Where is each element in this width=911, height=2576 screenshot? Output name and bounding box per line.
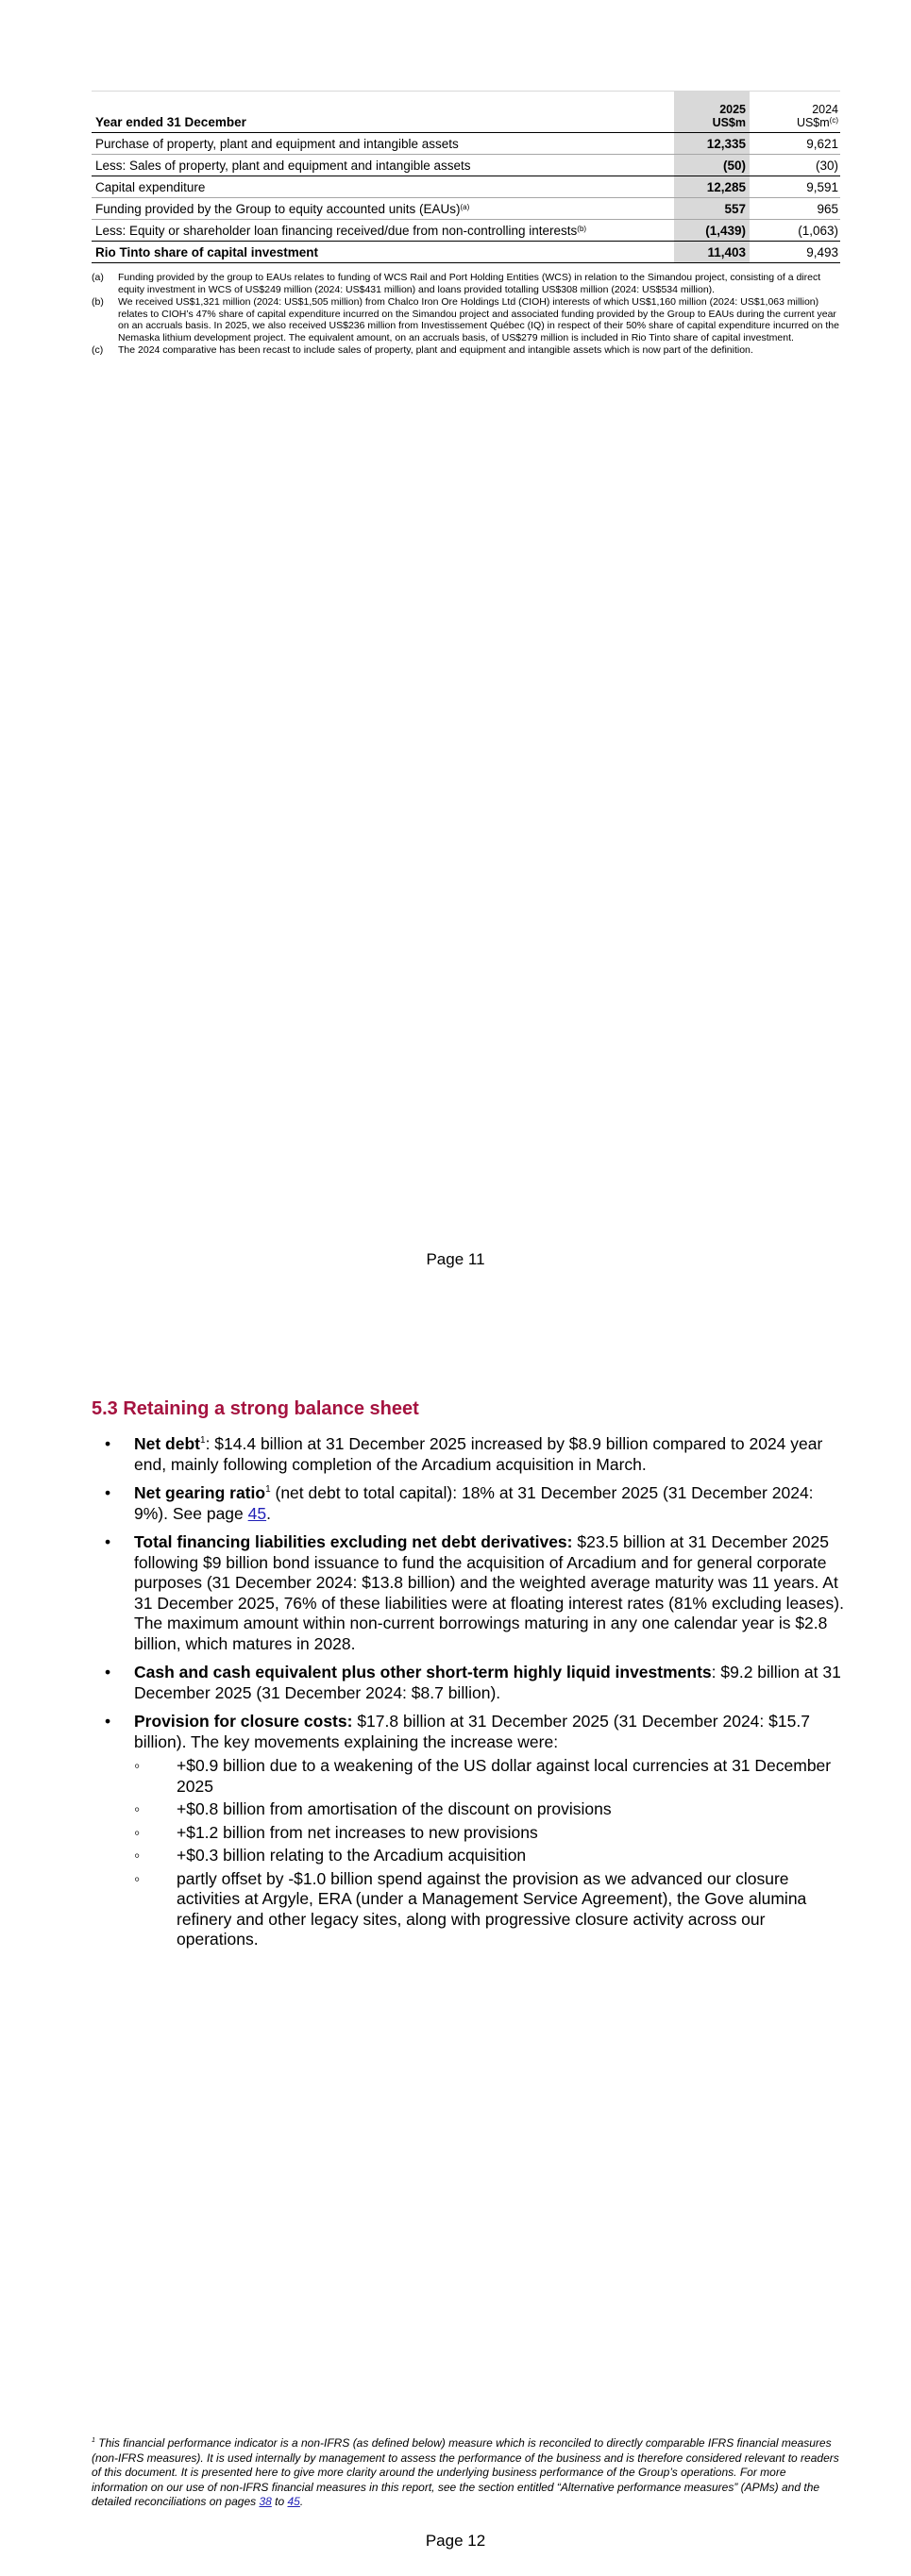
sub-bullet: ◦ +$1.2 billion from net increases to new provisions [134, 1823, 847, 1844]
closure-movements-list [134, 1756, 847, 1950]
value-2024: 9,621 [806, 136, 838, 151]
row-label-text: Funding provided by the Group to equity accounted units (EAUs) [95, 201, 461, 216]
header-2024-year: 2024 [812, 103, 838, 116]
footnote-text: This financial performance indicator is a non-IFRS (as defined below) measure which is reconciled to directly comparable IFRS financial measures (non-IFRS measures). It is used internally by management to assess the performance of the business and is therefore considered relevant to readers of this document. It is presented here to give more clarity around the underlying business performance of the Group’s operations. For more information on our use of non-IFRS financial measures in this report, see the section entitled “Alternative performance measures” (APMs) and the detailed reconciliations on pages [92, 2436, 839, 2508]
non-ifrs-footnote [92, 2436, 842, 2510]
value-2025: (50) [674, 155, 750, 176]
page-number-12: Page 12 [425, 2532, 486, 2550]
footnote-text: The 2024 comparative has been recast to include sales of property, plant and equipment and intangible assets which is now part of the definition. [118, 344, 753, 356]
table-row [92, 220, 840, 242]
value-2024: 9,493 [806, 244, 838, 259]
bullet-text: $17.8 billion at 31 December 2025 (31 December 2024: $15.7 billion). The key movements explaining the increase were: [134, 1712, 810, 1751]
value-2024: 9,591 [806, 179, 838, 194]
row-label-text: Less: Equity or shareholder loan financing received/due from non-controlling interests [95, 223, 578, 238]
page-link-45[interactable]: 45 [287, 2495, 300, 2508]
sub-bullet: ◦ +$0.8 billion from amortisation of the discount on provisions [134, 1799, 847, 1820]
value-2024: 965 [817, 201, 838, 216]
header-2024-unit [753, 116, 838, 129]
footnote [92, 272, 840, 295]
bullet-heading: Net debt [134, 1434, 200, 1453]
value-2025: 12,285 [674, 176, 750, 198]
footnote [92, 344, 840, 357]
value-2024: (1,063) [798, 223, 838, 238]
bullet-text: : $9.2 billion at 31 December 2025 (31 December 2024: $8.7 billion). [134, 1663, 841, 1702]
value-2024: (30) [815, 158, 838, 173]
header-2025-year: 2025 [719, 103, 746, 116]
table-header-label: Year ended 31 December [95, 115, 246, 129]
header-2025-unit: US$m [712, 116, 746, 129]
footnote-end: . [299, 2495, 304, 2508]
bullet-net-debt [92, 1434, 847, 1475]
row-label: Less: Sales of property, plant and equipment and intangible assets [95, 158, 471, 173]
row-label: Rio Tinto share of capital investment [95, 244, 319, 259]
column-header-2024 [750, 92, 840, 133]
value-2025: 557 [674, 198, 750, 220]
bullet-total-financing [92, 1532, 847, 1654]
header-2024-unit-text: US$m [796, 116, 830, 129]
bullet-closure-provision [92, 1712, 847, 1950]
column-header-2025 [674, 92, 750, 133]
row-note: (a) [460, 202, 470, 211]
table-row [92, 155, 840, 176]
sub-bullet: ◦ partly offset by -$1.0 billion spend against the provision as we advanced our closure activities at Argyle, ERA (under a Management Service Agreement), the Gove alumina refinery and other legacy sites, along with progressive closure activity across our operations. [134, 1869, 847, 1950]
footnote-mark: 1 [92, 2437, 95, 2444]
section-title: 5.3 Retaining a strong balance sheet [92, 1398, 419, 1419]
bullet-heading: Cash and cash equivalent plus other short-term highly liquid investments [134, 1663, 712, 1681]
footnote-mark: (a) [92, 272, 104, 283]
bullet-text: $23.5 billion at 31 December 2025 following $9 billion bond issuance to fund the acquisition of Arcadium and for general corporate purposes (31 December 2024: $13.8 billion) and the weighted average maturity was 11 years. At 31 December 2025, 76% of these liabilities were at floating interest rates (81% excluding leases). The maximum amount within non-current borrowings maturing in any one calendar year is $2.8 billion, which matures in 2028. [134, 1532, 844, 1653]
footnote [92, 296, 840, 343]
value-2025: (1,439) [674, 220, 750, 242]
sub-bullet: ◦ +$0.9 billion due to a weakening of the US dollar against local currencies at 31 December 2025 [134, 1756, 847, 1797]
row-note: (b) [577, 224, 587, 233]
bullet-heading: Net gearing ratio [134, 1483, 266, 1502]
table-header-row [92, 92, 840, 133]
footnote-mid: to [271, 2495, 288, 2508]
value-2025: 12,335 [674, 133, 750, 155]
row-label: Capital expenditure [95, 179, 206, 194]
table-row [92, 176, 840, 198]
bullet-cash [92, 1663, 847, 1703]
bullet-text: (net debt to total capital): 18% at 31 December 2025 (31 December 2024: 9%). See page [134, 1483, 814, 1523]
bullet-text: : $14.4 billion at 31 December 2025 increased by $8.9 billion compared to 2024 year end, mainly following completion of the Arcadium acquisition in March. [134, 1434, 823, 1474]
page-link-45[interactable]: 45 [247, 1503, 267, 1523]
bullet-tail: . [266, 1503, 271, 1523]
row-label [92, 220, 674, 242]
row-label: Purchase of property, plant and equipment and intangible assets [95, 136, 459, 151]
table-total-row [92, 242, 840, 263]
table-row [92, 133, 840, 155]
bullet-net-gearing [92, 1483, 847, 1524]
footnote-ref: 1 [265, 1484, 271, 1495]
footnote-text: We received US$1,321 million (2024: US$1,505 million) from Chalco Iron Ore Holdings Ltd (CIOH) interests of which US$1,160 million (2024: US$1,063 million) relates to CIOH’s 47% share of capital expenditure incurred on the Simandou project and associated funding provided by the Group to EAUs during the current year on an accruals basis. In 2025, we also received US$236 million from Investissement Québec (IQ) in respect of their 50% share of capital expenditure incurred on the Nemaska lithium development project. The equivalent amount, on an accruals basis, of US$279 million is included in Rio Tinto share of capital investment. [118, 296, 839, 343]
table-row [92, 198, 840, 220]
page-number-11: Page 11 [426, 1250, 485, 1268]
page-link-38[interactable]: 38 [259, 2495, 272, 2508]
footnote-mark: (c) [92, 344, 104, 356]
header-2024-note: (c) [829, 116, 838, 125]
sub-bullet: ◦ +$0.3 billion relating to the Arcadium acquisition [134, 1846, 847, 1866]
bullet-heading: Total financing liabilities excluding net debt derivatives: [134, 1532, 573, 1551]
footnote-text: Funding provided by the group to EAUs relates to funding of WCS Rail and Port Holding Entities (WCS) in relation to the Simandou project, consisting of a direct equity investment in WCS of US$249 million (2024: US$431 million) and loans provided totalling US$308 million (2024: US$534 million). [118, 272, 821, 295]
footnote-mark: (b) [92, 296, 104, 308]
row-label [92, 198, 674, 220]
capital-investment-table [92, 91, 840, 263]
bullet-heading: Provision for closure costs: [134, 1712, 353, 1731]
footnote-ref: 1 [200, 1435, 206, 1446]
balance-sheet-bullets [92, 1434, 847, 1959]
value-2025: 11,403 [674, 242, 750, 263]
table-footnotes [92, 272, 840, 358]
